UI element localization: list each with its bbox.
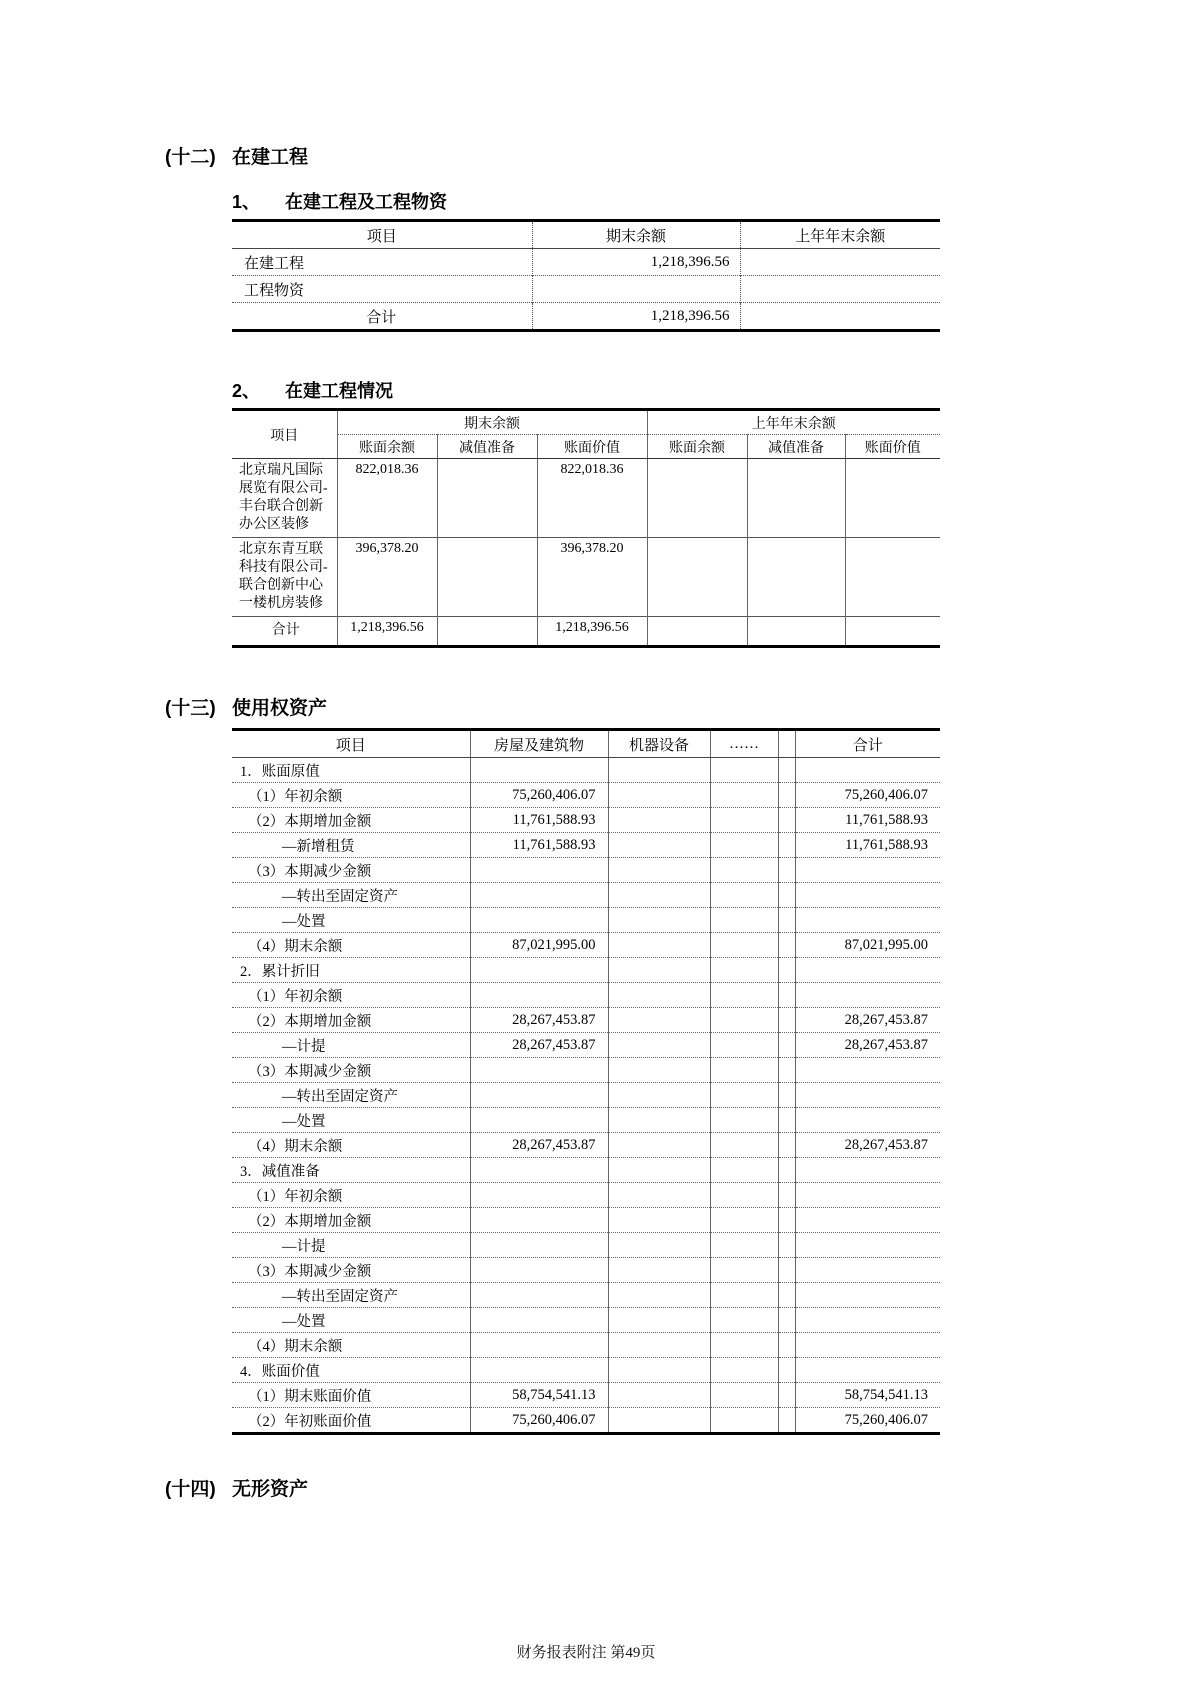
- col-header-item: 项目: [232, 410, 337, 459]
- row-label: 2．累计折旧: [232, 958, 470, 983]
- rou-value-4: [778, 1208, 795, 1233]
- row-label: （2）本期增加金额: [232, 808, 470, 833]
- rou-value-3: [710, 1383, 778, 1408]
- rou-value-5: [795, 1283, 940, 1308]
- rou-asset-row: [232, 1383, 940, 1408]
- rou-value-3: [710, 1258, 778, 1283]
- rou-value-5: [795, 883, 940, 908]
- detail-value-2: [437, 617, 537, 647]
- rou-value-4: [778, 858, 795, 883]
- col-header-ending-balance: 期末余额: [532, 221, 740, 249]
- rou-value-2: [608, 808, 710, 833]
- rou-asset-row: [232, 883, 940, 908]
- rou-asset-row: [232, 1033, 940, 1058]
- rou-value-2: [608, 758, 710, 783]
- rou-value-5: 58,754,541.13: [795, 1383, 940, 1408]
- rou-value-5: [795, 1183, 940, 1208]
- subsection-heading-1: [232, 189, 940, 215]
- row-label: —转出至固定资产: [232, 883, 470, 908]
- section-number: (十二): [165, 147, 216, 168]
- rou-asset-row: [232, 1283, 940, 1308]
- rou-value-2: [608, 1258, 710, 1283]
- rou-value-1: [470, 1083, 608, 1108]
- rou-value-1: [470, 1108, 608, 1133]
- rou-value-2: [608, 983, 710, 1008]
- section-heading-14: [165, 1477, 940, 1503]
- rou-value-1: 28,267,453.87: [470, 1133, 608, 1158]
- rou-value-5: 11,761,588.93: [795, 833, 940, 858]
- rou-value-4: [778, 1008, 795, 1033]
- rou-asset-row: [232, 858, 940, 883]
- page-footer: 财务报表附注 第49页: [516, 1645, 656, 1661]
- rou-value-1: 58,754,541.13: [470, 1383, 608, 1408]
- row-label: （2）本期增加金额: [232, 1208, 470, 1233]
- rou-asset-row: [232, 758, 940, 783]
- row-label: —转出至固定资产: [232, 1083, 470, 1108]
- rou-value-4: [778, 1108, 795, 1133]
- rou-value-2: [608, 908, 710, 933]
- project-name: 北京东青互联科技有限公司-联合创新中心一楼机房装修: [232, 538, 337, 617]
- rou-value-3: [710, 1183, 778, 1208]
- rou-value-1: [470, 858, 608, 883]
- rou-asset-row: [232, 1058, 940, 1083]
- detail-value-5: [747, 459, 845, 538]
- rou-asset-row: [232, 1008, 940, 1033]
- rou-value-4: [778, 883, 795, 908]
- rou-value-3: [710, 1133, 778, 1158]
- rou-value-3: [710, 933, 778, 958]
- col-header-machinery: 机器设备: [608, 730, 710, 758]
- rou-value-3: [710, 1108, 778, 1133]
- item-label: 工程物资: [232, 276, 532, 303]
- rou-value-2: [608, 1033, 710, 1058]
- rou-assets-table: [232, 728, 940, 1435]
- rou-value-3: [710, 983, 778, 1008]
- rou-value-4: [778, 1283, 795, 1308]
- row-label: —处置: [232, 908, 470, 933]
- row-label: —处置: [232, 1108, 470, 1133]
- row-label: （3）本期减少金额: [232, 858, 470, 883]
- rou-value-3: [710, 833, 778, 858]
- rou-value-5: [795, 758, 940, 783]
- rou-value-2: [608, 958, 710, 983]
- rou-value-1: [470, 1233, 608, 1258]
- ending-balance-value: [532, 276, 740, 303]
- detail-value-6: [845, 538, 940, 617]
- cip-summary-row: [232, 276, 940, 303]
- section-number: (十三): [165, 698, 216, 719]
- rou-value-1: [470, 908, 608, 933]
- cip-detail-row: [232, 538, 940, 617]
- rou-value-4: [778, 1258, 795, 1283]
- rou-value-4: [778, 783, 795, 808]
- row-label: （1）年初余额: [232, 783, 470, 808]
- detail-value-1: 1,218,396.56: [337, 617, 437, 647]
- detail-value-1: 822,018.36: [337, 459, 437, 538]
- prior-balance-value: [740, 276, 940, 303]
- col-header-book-balance-prior: 账面余额: [647, 435, 747, 459]
- rou-value-2: [608, 1358, 710, 1383]
- rou-asset-row: [232, 1158, 940, 1183]
- rou-value-1: [470, 1333, 608, 1358]
- rou-value-4: [778, 1083, 795, 1108]
- col-header-item: 项目: [232, 221, 532, 249]
- rou-value-2: [608, 1058, 710, 1083]
- detail-value-3: 1,218,396.56: [537, 617, 647, 647]
- row-label: （1）期末账面价值: [232, 1383, 470, 1408]
- rou-value-1: 87,021,995.00: [470, 933, 608, 958]
- cip-detail-row: [232, 617, 940, 647]
- detail-value-5: [747, 538, 845, 617]
- section-title: 在建工程: [232, 147, 309, 168]
- cip-detail-group-header-row: [232, 410, 940, 435]
- rou-value-3: [710, 1208, 778, 1233]
- rou-value-4: [778, 1408, 795, 1434]
- rou-asset-row: [232, 783, 940, 808]
- rou-value-3: [710, 1008, 778, 1033]
- rou-value-3: [710, 808, 778, 833]
- cip-detail-table: [232, 408, 940, 648]
- subsection-title: 在建工程及工程物资: [285, 192, 447, 212]
- row-label: （1）年初余额: [232, 983, 470, 1008]
- rou-value-1: [470, 1258, 608, 1283]
- rou-asset-row: [232, 1108, 940, 1133]
- detail-value-3: 396,378.20: [537, 538, 647, 617]
- rou-assets-header-row: [232, 730, 940, 758]
- rou-value-5: 87,021,995.00: [795, 933, 940, 958]
- row-label: （3）本期减少金额: [232, 1058, 470, 1083]
- rou-value-2: [608, 1408, 710, 1434]
- rou-asset-row: [232, 1208, 940, 1233]
- project-name: 合计: [232, 617, 337, 647]
- rou-value-5: 28,267,453.87: [795, 1133, 940, 1158]
- rou-value-2: [608, 1183, 710, 1208]
- rou-asset-row: [232, 1183, 940, 1208]
- rou-value-4: [778, 1233, 795, 1258]
- col-header-buildings: 房屋及建筑物: [470, 730, 608, 758]
- rou-value-5: [795, 1158, 940, 1183]
- rou-value-2: [608, 933, 710, 958]
- rou-value-4: [778, 1358, 795, 1383]
- rou-value-3: [710, 758, 778, 783]
- rou-value-4: [778, 958, 795, 983]
- rou-value-5: [795, 858, 940, 883]
- rou-asset-row: [232, 983, 940, 1008]
- col-header-spacer: [778, 730, 795, 758]
- rou-value-4: [778, 758, 795, 783]
- rou-value-5: [795, 1058, 940, 1083]
- section-heading-12: [165, 145, 940, 171]
- rou-value-2: [608, 1008, 710, 1033]
- rou-value-3: [710, 883, 778, 908]
- detail-value-6: [845, 459, 940, 538]
- row-label: （4）期末余额: [232, 1133, 470, 1158]
- rou-value-2: [608, 783, 710, 808]
- detail-value-3: 822,018.36: [537, 459, 647, 538]
- row-label: （2）本期增加金额: [232, 1008, 470, 1033]
- rou-value-4: [778, 1333, 795, 1358]
- col-header-book-value: 账面价值: [537, 435, 647, 459]
- rou-value-1: 28,267,453.87: [470, 1033, 608, 1058]
- col-header-total: 合计: [795, 730, 940, 758]
- rou-value-2: [608, 1108, 710, 1133]
- rou-value-4: [778, 1158, 795, 1183]
- rou-value-2: [608, 1333, 710, 1358]
- rou-value-4: [778, 933, 795, 958]
- rou-value-3: [710, 1408, 778, 1434]
- detail-value-4: [647, 459, 747, 538]
- cip-summary-table: [232, 219, 940, 332]
- rou-value-3: [710, 1033, 778, 1058]
- detail-value-2: [437, 459, 537, 538]
- col-header-ellipsis: ……: [710, 730, 778, 758]
- rou-value-1: 28,267,453.87: [470, 1008, 608, 1033]
- rou-value-1: [470, 758, 608, 783]
- rou-value-2: [608, 1083, 710, 1108]
- rou-value-3: [710, 1358, 778, 1383]
- cip-summary-row: [232, 249, 940, 276]
- rou-value-5: [795, 1233, 940, 1258]
- rou-value-2: [608, 883, 710, 908]
- rou-value-1: [470, 1308, 608, 1333]
- row-label: （4）期末余额: [232, 933, 470, 958]
- col-header-book-balance: 账面余额: [337, 435, 437, 459]
- col-header-prior-balance: 上年年末余额: [740, 221, 940, 249]
- rou-value-5: [795, 1208, 940, 1233]
- prior-balance-value: [740, 303, 940, 331]
- rou-value-3: [710, 1308, 778, 1333]
- detail-value-1: 396,378.20: [337, 538, 437, 617]
- rou-asset-row: [232, 1083, 940, 1108]
- col-header-book-value-prior: 账面价值: [845, 435, 940, 459]
- rou-value-3: [710, 858, 778, 883]
- row-label: 3．减值准备: [232, 1158, 470, 1183]
- rou-asset-row: [232, 808, 940, 833]
- rou-value-2: [608, 1308, 710, 1333]
- detail-value-4: [647, 617, 747, 647]
- rou-value-1: [470, 1158, 608, 1183]
- rou-value-4: [778, 808, 795, 833]
- row-label: 4．账面价值: [232, 1358, 470, 1383]
- rou-value-5: 28,267,453.87: [795, 1033, 940, 1058]
- item-label: 在建工程: [232, 249, 532, 276]
- row-label: —新增租赁: [232, 833, 470, 858]
- group-header-prior: 上年年末余额: [647, 410, 940, 435]
- rou-value-4: [778, 833, 795, 858]
- rou-value-4: [778, 908, 795, 933]
- rou-value-3: [710, 1158, 778, 1183]
- rou-value-1: [470, 883, 608, 908]
- rou-value-5: [795, 1333, 940, 1358]
- rou-asset-row: [232, 1233, 940, 1258]
- rou-value-4: [778, 1383, 795, 1408]
- cip-summary-header-row: [232, 221, 940, 249]
- rou-asset-row: [232, 1133, 940, 1158]
- rou-value-5: 75,260,406.07: [795, 1408, 940, 1434]
- row-label: （2）年初账面价值: [232, 1408, 470, 1434]
- rou-value-1: 75,260,406.07: [470, 1408, 608, 1434]
- rou-value-1: [470, 958, 608, 983]
- rou-value-3: [710, 1333, 778, 1358]
- rou-asset-row: [232, 1333, 940, 1358]
- subsection-number: 2、: [232, 381, 261, 401]
- rou-value-5: [795, 1108, 940, 1133]
- rou-value-1: 75,260,406.07: [470, 783, 608, 808]
- detail-value-2: [437, 538, 537, 617]
- rou-value-3: [710, 1233, 778, 1258]
- rou-value-2: [608, 1383, 710, 1408]
- row-label: —处置: [232, 1308, 470, 1333]
- section-title: 无形资产: [232, 1479, 309, 1500]
- rou-value-2: [608, 1208, 710, 1233]
- rou-value-1: [470, 1283, 608, 1308]
- rou-value-2: [608, 1283, 710, 1308]
- rou-value-3: [710, 783, 778, 808]
- row-label: （4）期末余额: [232, 1333, 470, 1358]
- rou-value-3: [710, 908, 778, 933]
- section-number: (十四): [165, 1479, 216, 1500]
- row-label: —计提: [232, 1033, 470, 1058]
- rou-asset-row: [232, 1258, 940, 1283]
- rou-value-5: [795, 1258, 940, 1283]
- rou-asset-row: [232, 1308, 940, 1333]
- col-header-impairment: 减值准备: [437, 435, 537, 459]
- rou-value-1: [470, 1358, 608, 1383]
- row-label: （1）年初余额: [232, 1183, 470, 1208]
- rou-value-1: [470, 1208, 608, 1233]
- section-heading-13: [165, 696, 940, 722]
- rou-value-2: [608, 1233, 710, 1258]
- rou-value-4: [778, 1133, 795, 1158]
- row-label: 1．账面原值: [232, 758, 470, 783]
- rou-value-4: [778, 983, 795, 1008]
- rou-value-3: [710, 958, 778, 983]
- rou-value-2: [608, 833, 710, 858]
- subsection-heading-2: [232, 378, 940, 404]
- rou-value-5: [795, 983, 940, 1008]
- rou-value-1: 11,761,588.93: [470, 833, 608, 858]
- group-header-ending: 期末余额: [337, 410, 647, 435]
- cip-summary-row: [232, 303, 940, 331]
- rou-value-2: [608, 1158, 710, 1183]
- subsection-number: 1、: [232, 192, 261, 212]
- rou-value-1: [470, 1183, 608, 1208]
- rou-value-4: [778, 1183, 795, 1208]
- col-header-impairment-prior: 减值准备: [747, 435, 845, 459]
- rou-value-2: [608, 1133, 710, 1158]
- row-label: —转出至固定资产: [232, 1283, 470, 1308]
- detail-value-4: [647, 538, 747, 617]
- rou-value-3: [710, 1283, 778, 1308]
- detail-value-6: [845, 617, 940, 647]
- project-name: 北京瑞凡国际展览有限公司-丰台联合创新办公区装修: [232, 459, 337, 538]
- rou-value-5: [795, 1358, 940, 1383]
- rou-value-5: 75,260,406.07: [795, 783, 940, 808]
- rou-value-4: [778, 1058, 795, 1083]
- col-header-item: 项目: [232, 730, 470, 758]
- section-title: 使用权资产: [232, 698, 328, 719]
- rou-value-3: [710, 1058, 778, 1083]
- rou-value-5: 28,267,453.87: [795, 1008, 940, 1033]
- rou-value-1: 11,761,588.93: [470, 808, 608, 833]
- rou-asset-row: [232, 833, 940, 858]
- rou-value-4: [778, 1033, 795, 1058]
- detail-value-5: [747, 617, 845, 647]
- prior-balance-value: [740, 249, 940, 276]
- rou-asset-row: [232, 933, 940, 958]
- rou-value-2: [608, 858, 710, 883]
- rou-value-5: [795, 1308, 940, 1333]
- ending-balance-value: 1,218,396.56: [532, 249, 740, 276]
- row-label: —计提: [232, 1233, 470, 1258]
- rou-asset-row: [232, 958, 940, 983]
- rou-value-5: 11,761,588.93: [795, 808, 940, 833]
- subsection-title: 在建工程情况: [285, 381, 393, 401]
- rou-value-5: [795, 908, 940, 933]
- rou-value-3: [710, 1083, 778, 1108]
- row-label: （3）本期减少金额: [232, 1258, 470, 1283]
- rou-asset-row: [232, 1408, 940, 1434]
- rou-value-5: [795, 958, 940, 983]
- rou-value-5: [795, 1083, 940, 1108]
- rou-value-1: [470, 983, 608, 1008]
- rou-value-4: [778, 1308, 795, 1333]
- ending-balance-value: 1,218,396.56: [532, 303, 740, 331]
- cip-detail-sub-header-row: [232, 435, 940, 459]
- item-label: 合计: [232, 303, 532, 331]
- rou-asset-row: [232, 1358, 940, 1383]
- rou-value-1: [470, 1058, 608, 1083]
- rou-asset-row: [232, 908, 940, 933]
- cip-detail-row: [232, 459, 940, 538]
